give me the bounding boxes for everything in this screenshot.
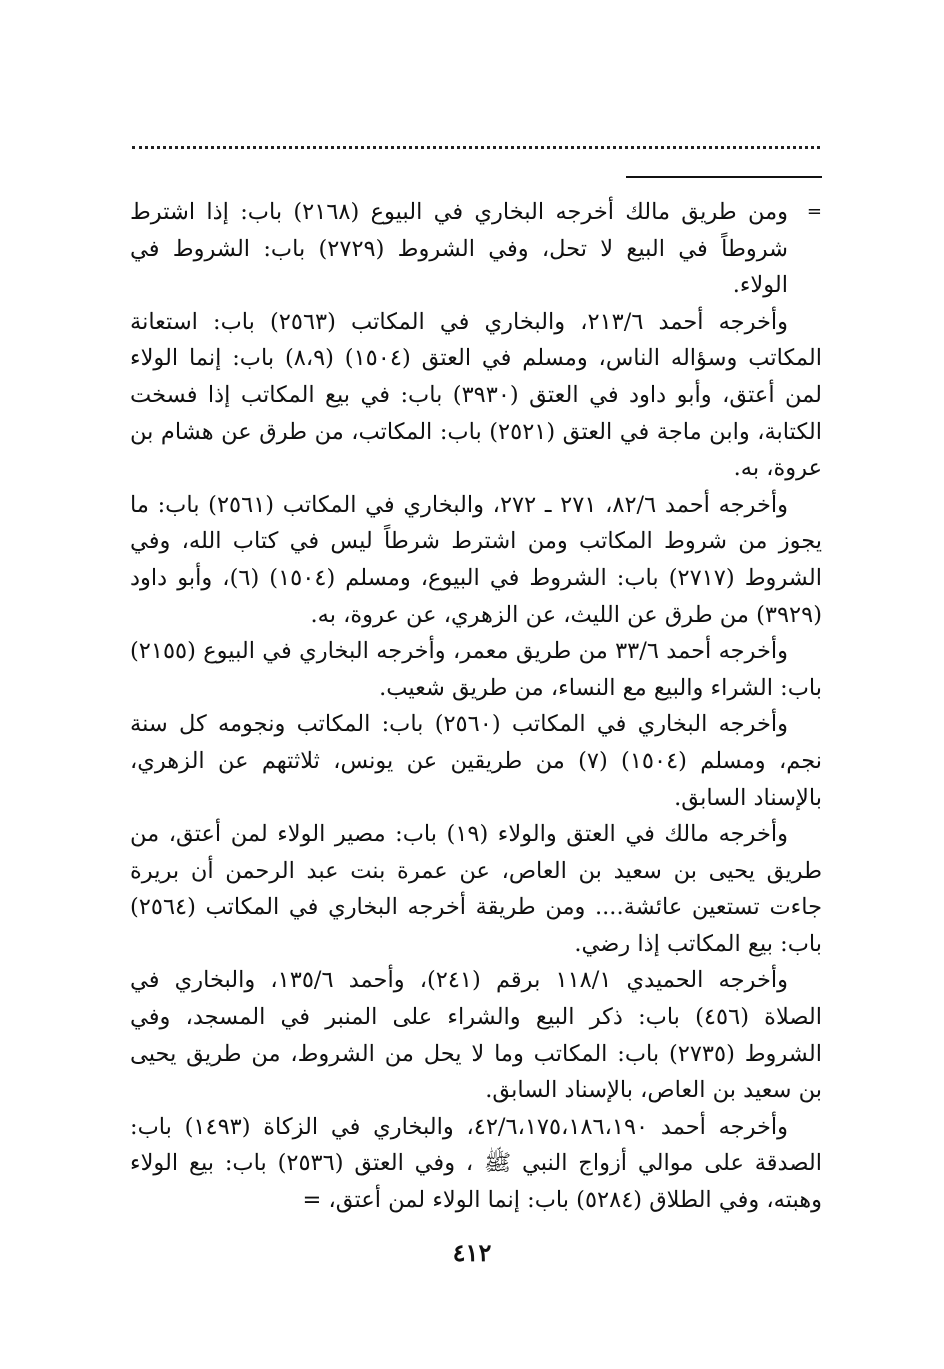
footnote-paragraph: وأخرجه أحمد ٨٢/٦، ٢٧١ ـ ٢٧٢، والبخاري في المكاتب (٢٥٦١) باب: ما يجوز من شروط المكاتب ومن اشترط شرطاً ليس في كتاب الله، وفي الشروط (٢٧١٧) باب: الشروط في البيوع، ومسلم (١٥٠٤) (٦)، وأبو داود (٣٩٢٩) من طرق عن الليث، عن الزهري، عن عروة، به. <box>130 491 822 628</box>
paragraph-text: ومن طريق مالك أخرجه البخاري في البيوع (٢١٦٨) باب: إذا اشترط شروطاً في البيع لا تحل، وفي الشروط (٢٧٢٩) باب: الشروط في الولاء. <box>130 199 788 299</box>
footnote-text <box>130 194 822 1219</box>
footnote-paragraph: وأخرجه مالك في العتق والولاء (١٩) باب: مصير الولاء لمن أعتق، من طريق يحيى بن سعيد بن العاص، عن عمرة بنت عبد الرحمن أن بريرة جاءت تستعين عائشة.... ومن طريقة أخرجه البخاري في المكاتب (٢٥٦٤) باب: بيع المكاتب إذا رضي. <box>130 821 822 957</box>
dotted-separator <box>132 146 820 149</box>
footnote-paragraph: وأخرجه أحمد ٣٣/٦ من طريق معمر، وأخرجه البخاري في البيوع (٢١٥٥) باب: الشراء والبيع مع النساء، من طريق شعيب. <box>130 638 822 701</box>
page-number: ٤١٢ <box>452 1238 492 1267</box>
footnote-paragraph: وأخرجه البخاري في المكاتب (٢٥٦٠) باب: المكاتب ونجومه كل سنة نجم، ومسلم (١٥٠٤) (٧) من طريقين عن يونس، ثلاثتهم عن الزهري، بالإسناد السابق. <box>130 711 822 811</box>
continuation-end-mark: = <box>302 1187 322 1214</box>
footnote-paragraph: وأخرجه أحمد ٢١٣/٦، والبخاري في المكاتب (٢٥٦٣) باب: استعانة المكاتب وسؤاله الناس، ومسلم في العتق (١٥٠٤) (٨،٩) باب: إنما الولاء لمن أعتق، وأبو داود في العتق (٣٩٣٠) باب: في بيع المكاتب إذا فسخت الكتابة، وابن ماجة في العتق (٢٥٢١) باب: المكاتب، من طرق عن هشام بن عروة، به. <box>130 308 822 482</box>
paragraph-text: وأخرجه أحمد ٤٢/٦،١٧٥،١٨٦،١٩٠، والبخاري في الزكاة (١٤٩٣) باب: الصدقة على موالي أزواج النبي ﷺ ، وفي العتق (٢٥٣٦) باب: بيع الولاء وهبته، وفي الطلاق (٥٢٨٤) باب: إنما الولاء لمن أعتق، <box>130 1113 822 1214</box>
continuation-mark: = <box>806 201 822 222</box>
footnote-paragraph <box>130 194 822 304</box>
footnote-paragraph: وأخرجه الحميدي ١١٨/١ برقم (٢٤١)، وأحمد ١٣٥/٦، والبخاري في الصلاة (٤٥٦) باب: ذكر البيع والشراء على المنبر في المسجد، وفي الشروط (٢٧٣٥) باب: المكاتب وما لا يحل من الشروط، من طريق يحيى بن سعيد بن العاص، بالإسناد السابق. <box>130 967 822 1104</box>
footnote-rule <box>626 176 822 178</box>
footnote-paragraph <box>130 1109 822 1219</box>
